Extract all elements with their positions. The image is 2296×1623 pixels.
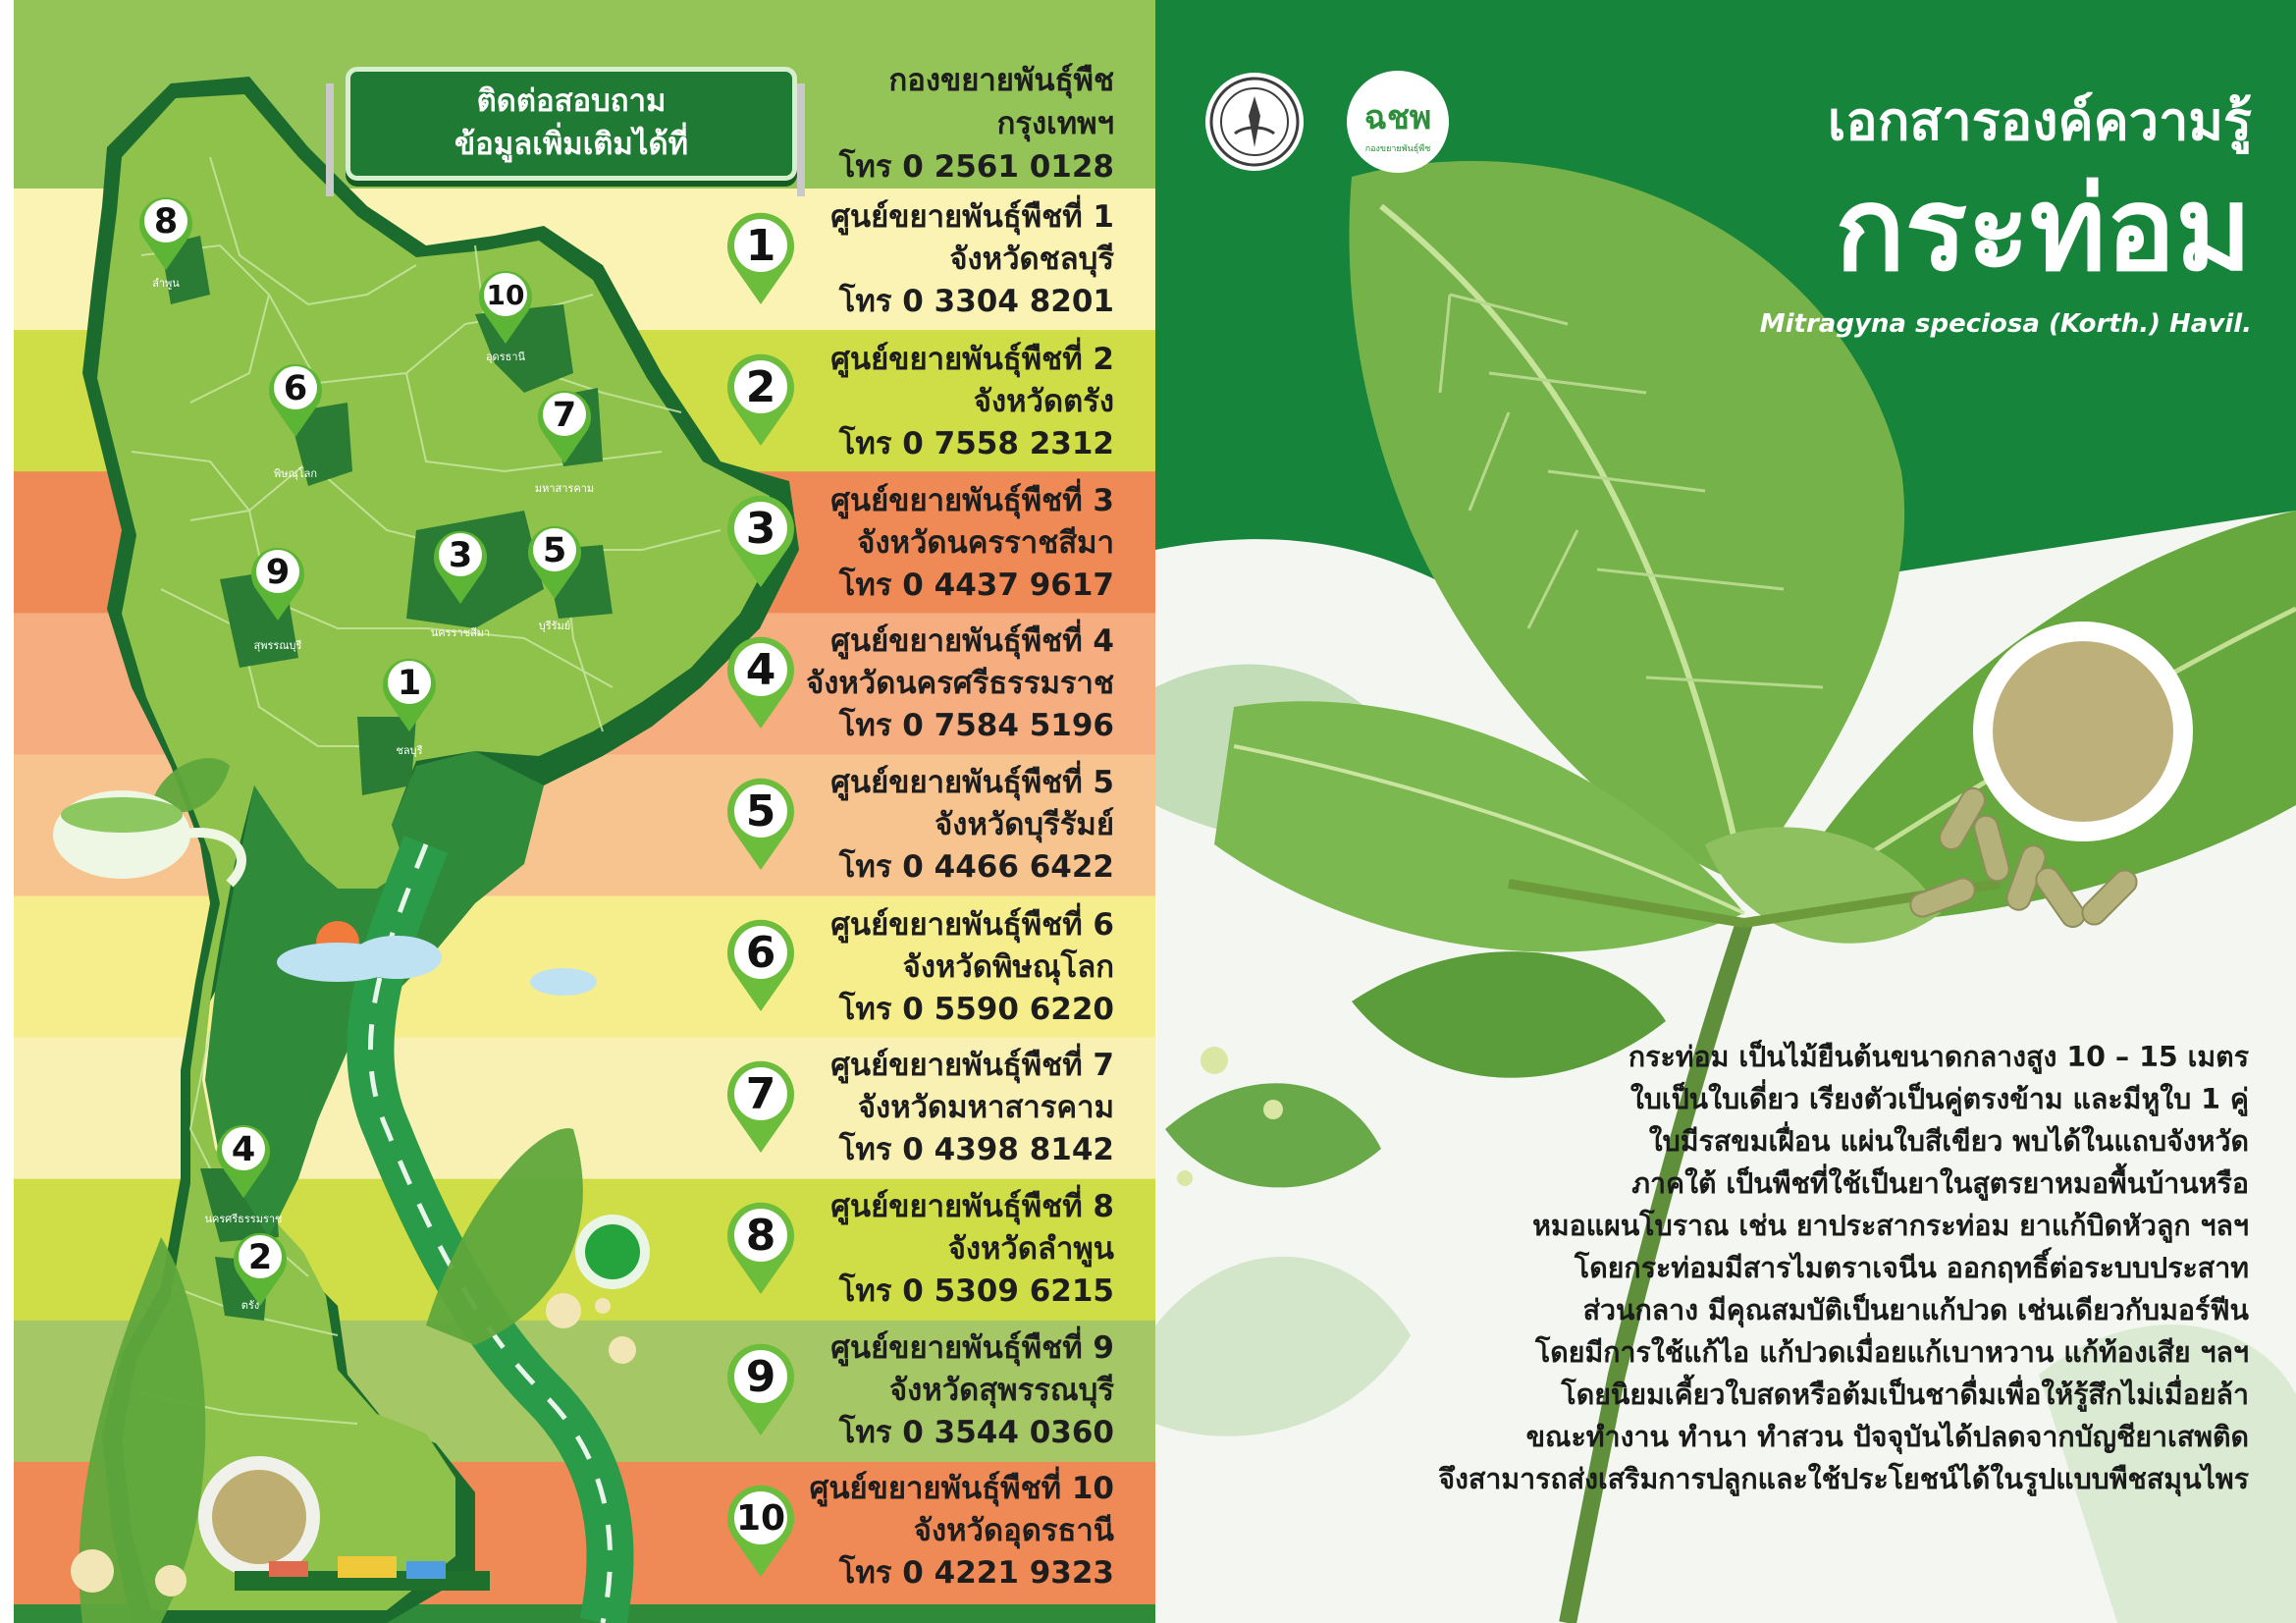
map-pin-number: 3 bbox=[448, 536, 473, 575]
description-line: ขณะทำงาน ทำนา ทำสวน ปัจจุบันได้ปลดจากบัญชียาเสพติด bbox=[1525, 1421, 2249, 1453]
center-entry bbox=[830, 1186, 1114, 1313]
center-entry bbox=[830, 1045, 1114, 1171]
center-pin bbox=[725, 1481, 796, 1579]
map-pin bbox=[267, 358, 324, 480]
contact-panel bbox=[14, 0, 1155, 1623]
center-entry bbox=[830, 762, 1114, 889]
hq-phone: โทร 0 2561 0128 bbox=[838, 149, 1114, 185]
center-phone: โทร 0 4437 9617 bbox=[838, 568, 1114, 603]
document-kicker: เอกสารองค์ความรู้ bbox=[1827, 90, 2252, 152]
center-entry bbox=[830, 1327, 1114, 1454]
center-province: จังหวัดสุพรรณบุรี bbox=[888, 1373, 1114, 1408]
description-line: ส่วนกลาง มีคุณสมบัติเป็นยาแก้ปวด เช่นเดียวกับมอร์ฟีน bbox=[1582, 1294, 2249, 1326]
center-name: ศูนย์ขยายพันธุ์พืชที่ 1 bbox=[830, 199, 1114, 235]
center-entry bbox=[830, 339, 1114, 465]
center-entry bbox=[830, 196, 1114, 323]
center-pin bbox=[725, 915, 796, 1013]
pin-number: 9 bbox=[745, 1352, 776, 1402]
center-name: ศูนย์ขยายพันธุ์พืชที่ 6 bbox=[830, 907, 1114, 943]
center-name: ศูนย์ขยายพันธุ์พืชที่ 4 bbox=[830, 623, 1114, 659]
center-province: จังหวัดพิษณุโลก bbox=[902, 949, 1114, 985]
description-line: โดยกระท่อมมีสารไมตราเจนีน ออกฤทธิ์ต่อระบบประสาท bbox=[1574, 1252, 2249, 1284]
pin-number: 8 bbox=[745, 1211, 776, 1261]
cover-panel bbox=[1155, 0, 2296, 1623]
logo-text: ฉชพ bbox=[1363, 98, 1432, 137]
description bbox=[1385, 1036, 2249, 1500]
map-pin-number: 2 bbox=[247, 1238, 273, 1277]
center-name: ศูนย์ขยายพันธุ์พืชที่ 3 bbox=[830, 483, 1114, 518]
center-name: ศูนย์ขยายพันธุ์พืชที่ 10 bbox=[809, 1471, 1114, 1506]
center-phone: โทร 0 4221 9323 bbox=[838, 1555, 1114, 1591]
map-pin-label: ชลบุรี bbox=[396, 744, 423, 757]
pin-number: 6 bbox=[745, 928, 776, 978]
map-pin bbox=[204, 1119, 283, 1225]
center-name: ศูนย์ขยายพันธุ์พืชที่ 2 bbox=[830, 342, 1114, 377]
map-pin-number: 6 bbox=[283, 369, 308, 408]
center-province: จังหวัดมหาสารคาม bbox=[857, 1090, 1114, 1125]
center-entry bbox=[830, 480, 1114, 607]
pin-number: 7 bbox=[745, 1069, 776, 1119]
pin-number: 2 bbox=[745, 362, 776, 412]
center-name: ศูนย์ขยายพันธุ์พืชที่ 7 bbox=[830, 1048, 1114, 1083]
center-province: จังหวัดอุดรธานี bbox=[913, 1513, 1114, 1548]
map-pin bbox=[526, 520, 583, 632]
map-pin-label: สุพรรณบุรี bbox=[253, 639, 302, 652]
map-pin-number: 7 bbox=[552, 396, 577, 435]
center-pin bbox=[725, 774, 796, 872]
map-pin-number: 8 bbox=[153, 202, 179, 242]
map-pin-number: 9 bbox=[265, 553, 291, 592]
center-pin bbox=[725, 632, 796, 730]
center-pin bbox=[725, 350, 796, 448]
description-line: ภาคใต้ เป็นพืชที่ใช้เป็นยาในสูตรยาหมอพื้นบ้านหรือ bbox=[1631, 1167, 2249, 1200]
center-name: ศูนย์ขยายพันธุ์พืชที่ 8 bbox=[830, 1189, 1114, 1224]
sign-line-1: ติดต่อสอบถาม bbox=[476, 83, 667, 119]
map-pin-label: ตรัง bbox=[240, 1299, 260, 1312]
center-province: จังหวัดตรัง bbox=[973, 384, 1114, 419]
hq-name: กองขยายพันธุ์พืช bbox=[888, 63, 1114, 98]
center-province: จังหวัดนครศรีธรรมราช bbox=[806, 666, 1114, 701]
center-phone: โทร 0 3304 8201 bbox=[838, 284, 1114, 319]
map-pin bbox=[137, 191, 194, 290]
center-pin bbox=[725, 208, 796, 306]
description-line: หมอแผนโบราณ เช่น ยาประสากระท่อม ยาแก้บิดหัวลูก ฯลฯ bbox=[1532, 1210, 2249, 1242]
map-pin bbox=[232, 1227, 289, 1312]
center-phone: โทร 0 7558 2312 bbox=[838, 426, 1114, 461]
map-pin-label: พิษณุโลก bbox=[273, 467, 318, 480]
plant-propagation-logo bbox=[1347, 71, 1449, 173]
map-pin bbox=[534, 385, 595, 495]
map-pin-number: 4 bbox=[231, 1130, 256, 1169]
map-pin-number: 10 bbox=[486, 279, 525, 311]
map-pin-label: ลำพูน bbox=[152, 277, 180, 290]
description-line: จึงสามารถส่งเสริมการปลูกและใช้ประโยชน์ได้ในรูปแบบพืชสมุนไพร bbox=[1438, 1463, 2249, 1495]
contact-sign bbox=[346, 67, 797, 181]
map-pin-label: นครราชสีมา bbox=[430, 626, 491, 639]
logo-subtext: กองขยายพันธุ์พืช bbox=[1364, 144, 1431, 154]
map-pin bbox=[249, 542, 306, 652]
description-line: โดยนิยมเคี้ยวใบสดหรือต้มเป็นชาดื่มเพื่อให้รู้สึกไม่เมื่อยล้า bbox=[1561, 1379, 2249, 1411]
map-pin-number: 5 bbox=[542, 531, 567, 570]
center-name: ศูนย์ขยายพันธุ์พืชที่ 5 bbox=[830, 765, 1114, 800]
center-phone: โทร 0 4466 6422 bbox=[838, 849, 1114, 885]
center-province: จังหวัดบุรีรัมย์ bbox=[934, 807, 1114, 842]
center-phone: โทร 0 5309 6215 bbox=[838, 1273, 1114, 1309]
pin-number: 10 bbox=[735, 1498, 786, 1539]
map-pin-label: บุรีรัมย์ bbox=[538, 620, 571, 632]
map-pin bbox=[477, 265, 534, 363]
center-name: ศูนย์ขยายพันธุ์พืชที่ 9 bbox=[830, 1330, 1114, 1366]
ministry-seal-logo bbox=[1205, 73, 1304, 171]
center-pin bbox=[725, 1339, 796, 1437]
map-pin-label: มหาสารคาม bbox=[534, 482, 595, 495]
center-phone: โทร 0 5590 6220 bbox=[838, 992, 1114, 1027]
description-line: โดยมีการใช้แก้ไอ แก้ปวดเมื่อยแก้เบาหวาน แก้ท้องเสีย ฯลฯ bbox=[1534, 1336, 2249, 1369]
sign-line-2: ข้อมูลเพิ่มเติมได้ที่ bbox=[454, 127, 689, 162]
description-line: ใบมีรสขมเฝื่อน แผ่นใบสีเขียว พบได้ในแถบจังหวัด bbox=[1648, 1125, 2249, 1158]
pin-number: 1 bbox=[745, 221, 776, 271]
center-pin bbox=[725, 1056, 796, 1155]
center-pin bbox=[725, 1198, 796, 1296]
pin-number: 3 bbox=[745, 504, 776, 554]
center-phone: โทร 0 7584 5196 bbox=[838, 708, 1114, 743]
headquarters-contact bbox=[839, 59, 1114, 189]
document-title: กระท่อม bbox=[1835, 161, 2252, 297]
center-phone: โทร 0 4398 8142 bbox=[838, 1132, 1114, 1167]
map-pin bbox=[430, 525, 491, 639]
map-pin-number: 1 bbox=[397, 664, 422, 703]
description-line: กระท่อม เป็นไม้ยืนต้นขนาดกลางสูง 10 – 15 เมตร bbox=[1628, 1041, 2249, 1073]
center-phone: โทร 0 3544 0360 bbox=[838, 1415, 1114, 1450]
map-pin-label: นครศรีธรรมราช bbox=[204, 1213, 283, 1225]
description-line: ใบเป็นใบเดี่ยว เรียงตัวเป็นคู่ตรงข้าม และมีหูใบ 1 คู่ bbox=[1629, 1083, 2249, 1115]
center-province: จังหวัดนครราชสีมา bbox=[857, 525, 1114, 561]
map-pin bbox=[381, 653, 438, 757]
map-pin-label: อุดรธานี bbox=[485, 351, 526, 363]
center-entry bbox=[806, 621, 1114, 747]
center-province: จังหวัดลำพูน bbox=[947, 1231, 1114, 1267]
center-entry bbox=[810, 1468, 1114, 1595]
center-pin bbox=[725, 491, 796, 589]
pin-number: 5 bbox=[745, 786, 776, 837]
scientific-name: Mitragyna speciosa (Korth.) Havil. bbox=[1759, 309, 2252, 339]
hq-city: กรุงเทพฯ bbox=[996, 106, 1114, 141]
pin-number: 4 bbox=[745, 645, 776, 695]
center-entry bbox=[830, 904, 1114, 1031]
center-province: จังหวัดชลบุรี bbox=[949, 242, 1114, 277]
